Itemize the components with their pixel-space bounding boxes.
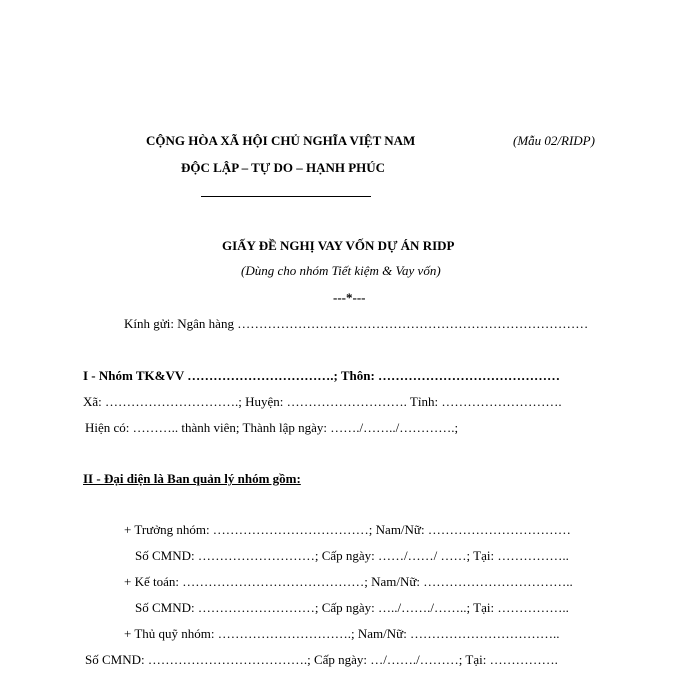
treasurer-id-line: Số CMND: ……………………………….; Cấp ngày: …/……./………; Tại: ……………. [85,652,558,667]
leader-line: + Trưởng nhóm: ………………………………; Nam/Nữ: …………………………… [124,522,571,537]
treasurer-line: + Thủ quỹ nhóm: ………………………….; Nam/Nữ: …………………………….. [124,626,560,641]
header-divider [201,196,371,197]
country-name: CỘNG HÒA XÃ HỘI CHỦ NGHĨA VIỆT NAM [146,133,416,148]
accountant-id-line: Số CMND: ………………………; Cấp ngày: …../……./……..; Tại: …………….. [135,600,569,615]
greeting-line: Kính gửi: Ngân hàng ……………………………………………………………………… [124,316,589,331]
leader-id-line: Số CMND: ………………………; Cấp ngày: ……/……/ ……; Tại: …………….. [135,548,569,563]
form-code: (Mẫu 02/RIDP) [513,133,595,148]
national-motto: ĐỘC LẬP – TỰ DO – HẠNH PHÚC [181,160,386,175]
members-line: Hiện có: ……….. thành viên; Thành lập ngày: ……./……../………….; [85,420,459,435]
document-subtitle: (Dùng cho nhóm Tiết kiệm & Vay vốn) [241,263,441,278]
title-separator: ---*--- [333,290,366,305]
document-title: GIẤY ĐỀ NGHỊ VAY VỐN DỰ ÁN RIDP [222,238,455,253]
address-line: Xã: ………………………….; Huyện: ………………………. Tỉnh: ………………………. [83,394,562,409]
accountant-line: + Kế toán: ……………………………………; Nam/Nữ: …………………………….. [124,574,573,589]
group-line: I - Nhóm TK&VV …………………………….; Thôn: …………………………………… [83,368,561,383]
section2-heading: II - Đại diện là Ban quản lý nhóm gồm: [83,471,301,486]
